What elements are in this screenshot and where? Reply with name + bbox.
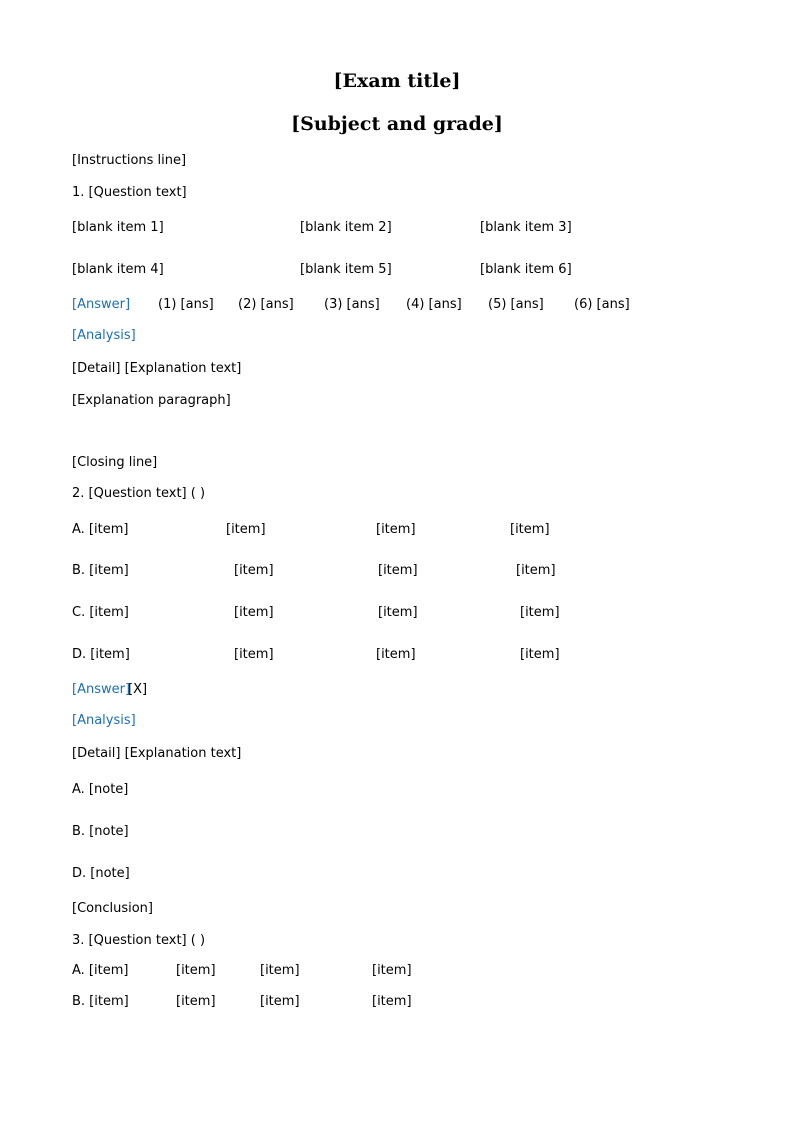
q2-option: [item] xyxy=(378,563,418,578)
q2-option: A. [item] xyxy=(72,522,129,537)
q2-note: A. [note] xyxy=(72,782,129,797)
q1-item: [blank item 5] xyxy=(300,262,392,277)
q1-explanation: [Explanation paragraph] xyxy=(72,393,231,408)
instructions: [Instructions line] xyxy=(72,153,187,168)
q2-option: D. [item] xyxy=(72,647,130,662)
q2-answer: [X] xyxy=(128,682,148,697)
q2-option: C. [item] xyxy=(72,605,129,620)
q2-option: [item] xyxy=(378,605,418,620)
q2-stem: 2. [Question text] ( ) xyxy=(72,486,206,501)
q1-answer: (5) [ans] xyxy=(488,297,544,312)
q2-option: B. [item] xyxy=(72,563,129,578)
q2-option: [item] xyxy=(520,605,560,620)
q1-stem: 1. [Question text] xyxy=(72,185,187,200)
q2-option: [item] xyxy=(226,522,266,537)
q2-note: B. [note] xyxy=(72,824,129,839)
q3-option: A. [item] xyxy=(72,963,129,978)
q1-answer: (1) [ans] xyxy=(158,297,214,312)
q3-option: [item] xyxy=(176,963,216,978)
q1-answer: (3) [ans] xyxy=(324,297,380,312)
q1-item: [blank item 6] xyxy=(480,262,572,277)
q1-item: [blank item 2] xyxy=(300,220,392,235)
q3-option: [item] xyxy=(372,963,412,978)
q2-option: [item] xyxy=(376,647,416,662)
q1-answer: (6) [ans] xyxy=(574,297,630,312)
q2-analysis-label: [Analysis] xyxy=(72,713,136,728)
q2-note: D. [note] xyxy=(72,866,130,881)
q2-detail: [Detail] [Explanation text] xyxy=(72,746,242,761)
q3-option: B. [item] xyxy=(72,994,129,1009)
q2-answer-label: [Answer] xyxy=(72,682,131,697)
q1-closing: [Closing line] xyxy=(72,455,158,470)
q1-answer-label: [Answer] xyxy=(72,297,131,312)
q2-conclusion: [Conclusion] xyxy=(72,901,153,916)
q1-item: [blank item 1] xyxy=(72,220,164,235)
q1-analysis-label: [Analysis] xyxy=(72,328,136,343)
q1-answer: (2) [ans] xyxy=(238,297,294,312)
q1-item: [blank item 3] xyxy=(480,220,572,235)
q3-option: [item] xyxy=(260,994,300,1009)
q1-answer: (4) [ans] xyxy=(406,297,462,312)
page-subtitle: [Subject and grade] xyxy=(291,113,503,135)
q1-item: [blank item 4] xyxy=(72,262,164,277)
q2-option: [item] xyxy=(234,563,274,578)
q2-option: [item] xyxy=(234,647,274,662)
q3-option: [item] xyxy=(260,963,300,978)
q3-option: [item] xyxy=(176,994,216,1009)
q2-option: [item] xyxy=(376,522,416,537)
q3-option: [item] xyxy=(372,994,412,1009)
q3-stem: 3. [Question text] ( ) xyxy=(72,933,206,948)
q2-option: [item] xyxy=(510,522,550,537)
q1-detail: [Detail] [Explanation text] xyxy=(72,361,242,376)
q2-option: [item] xyxy=(520,647,560,662)
q2-option: [item] xyxy=(516,563,556,578)
q2-option: [item] xyxy=(234,605,274,620)
page-title: [Exam title] xyxy=(333,70,461,92)
